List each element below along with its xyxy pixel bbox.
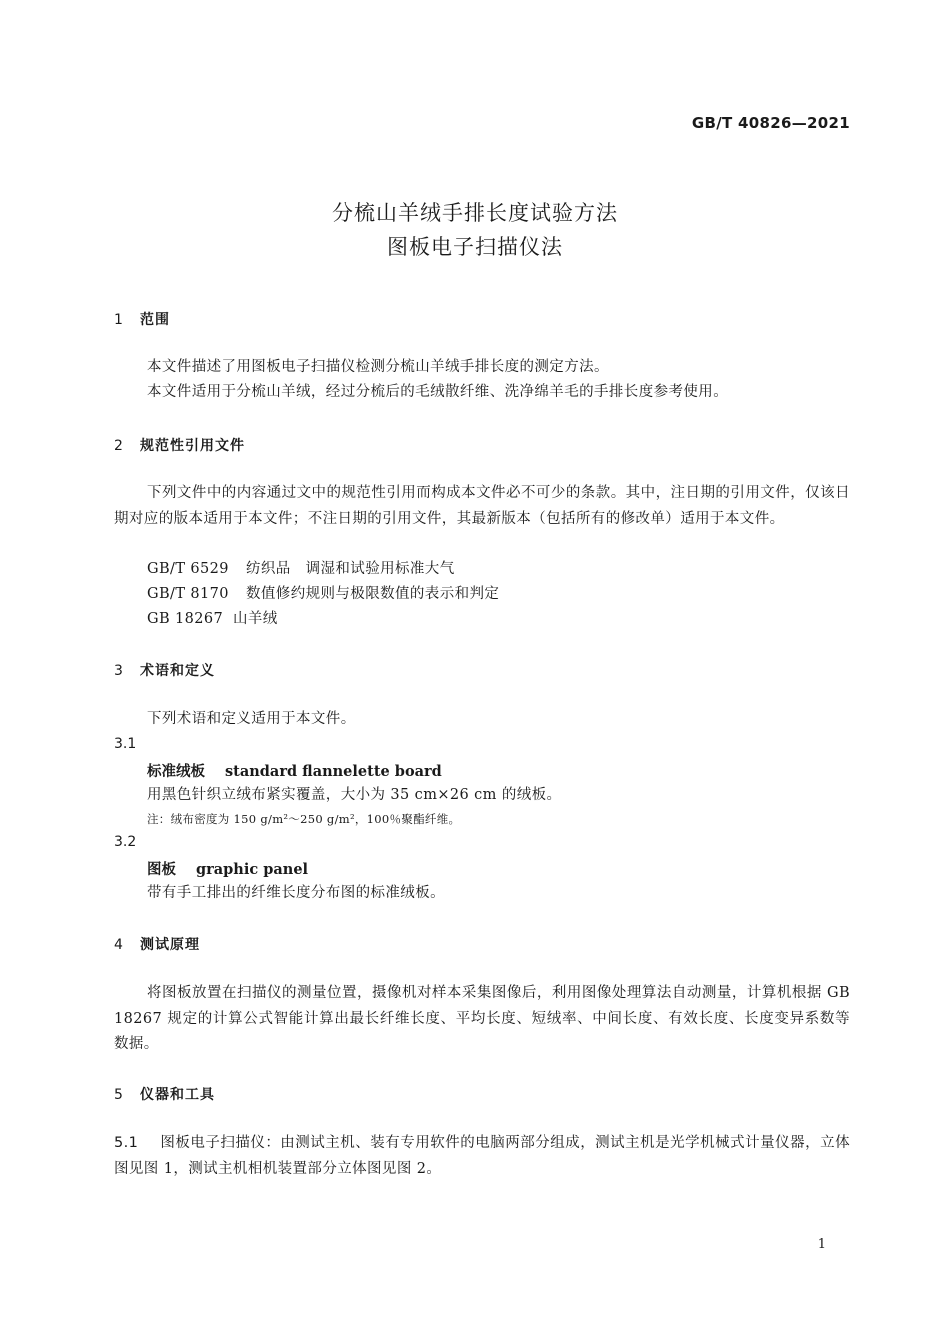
reference-code: GB/T 6529 [147, 561, 229, 577]
section-3-heading [114, 660, 215, 680]
reference-item [147, 609, 278, 629]
reference-name: 纺织品 调湿和试验用标准大气 [246, 561, 455, 577]
term-definition: 用黑色针织立绒布紧实覆盖，大小为 35 cm×26 cm 的绒板。 [147, 787, 562, 803]
subclause-number: 5.1 [114, 1135, 139, 1151]
term-english: standard flannelette board [225, 763, 442, 780]
reference-code: GB/T 8170 [147, 586, 229, 602]
term-entry [147, 760, 442, 781]
standard-code: GB/T 40826—2021 [691, 114, 850, 132]
section-3-paragraph-1: 下列术语和定义适用于本文件。 [147, 711, 356, 727]
section-number: 4 [114, 937, 124, 953]
term-number: 3.1 [114, 736, 137, 752]
section-number: 1 [114, 312, 124, 328]
section-number: 5 [114, 1087, 124, 1103]
subclause-5-1 [114, 1131, 850, 1182]
section-title: 范围 [140, 312, 170, 328]
section-5-heading [114, 1084, 215, 1104]
term-note: 注：绒布密度为 150 g/m²～250 g/m²，100％聚酯纤维。 [147, 812, 461, 826]
term-definition: 带有手工排出的纤维长度分布图的标准绒板。 [147, 885, 445, 901]
section-4-paragraph-1: 将图板放置在扫描仪的测量位置，摄像机对样本采集图像后，利用图像处理算法自动测量，计算机根据 GB 18267 规定的计算公式智能计算出最长纤维长度、平均长度、短绒率、中间长度、有效长度、长度变异系数等数据。 [114, 985, 850, 1052]
subclause-text: 图板电子扫描仪：由测试主机、装有专用软件的电脑两部分组成，测试主机是光学机械式计量仪器，立体图见图 1，测试主机相机装置部分立体图见图 2。 [114, 1135, 850, 1177]
reference-name: 数值修约规则与极限数值的表示和判定 [246, 586, 500, 602]
section-2-paragraph-1: 下列文件中的内容通过文中的规范性引用而构成本文件必不可少的条款。其中，注日期的引用文件，仅该日期对应的版本适用于本文件；不注日期的引用文件，其最新版本（包括所有的修改单）适用于本文件。 [114, 485, 850, 527]
term-entry [147, 858, 308, 879]
term-chinese: 标准绒板 [147, 764, 205, 780]
section-title: 规范性引用文件 [140, 438, 245, 454]
section-1-paragraph-1: 本文件描述了用图板电子扫描仪检测分梳山羊绒手排长度的测定方法。 [147, 359, 609, 375]
section-title: 仪器和工具 [140, 1087, 215, 1103]
section-2-heading [114, 435, 245, 455]
reference-item [147, 559, 455, 579]
page-number: 1 [817, 1237, 826, 1252]
term-english: graphic panel [196, 861, 309, 878]
section-1-heading [114, 309, 170, 329]
reference-code: GB 18267 [147, 611, 224, 627]
document-title-line1: 分梳山羊绒手排长度试验方法 [332, 201, 618, 225]
reference-name: 山羊绒 [233, 611, 278, 627]
section-title: 测试原理 [140, 937, 200, 953]
reference-item [147, 584, 499, 604]
section-1-paragraph-2: 本文件适用于分梳山羊绒，经过分梳后的毛绒散纤维、洗净绵羊毛的手排长度参考使用。 [147, 384, 729, 400]
section-4-heading [114, 934, 200, 954]
section-number: 3 [114, 663, 124, 679]
document-title-line2: 图板电子扫描仪法 [387, 235, 563, 259]
term-chinese: 图板 [147, 862, 176, 878]
term-number: 3.2 [114, 834, 137, 850]
section-title: 术语和定义 [140, 663, 215, 679]
section-number: 2 [114, 438, 124, 454]
